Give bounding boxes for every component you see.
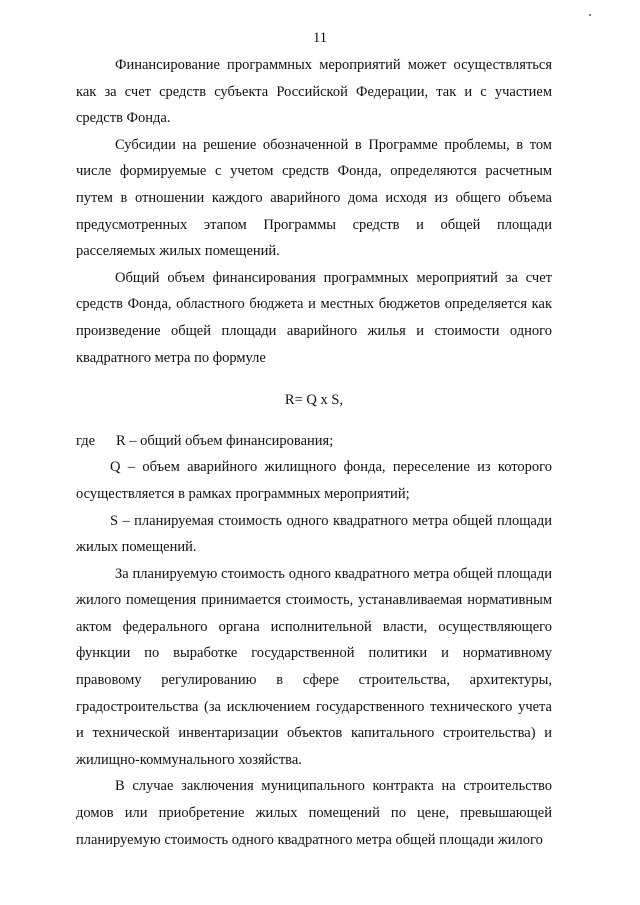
- definition-r: [76, 428, 552, 455]
- scan-speck: [589, 14, 591, 16]
- paragraph-financing-sources: Финансирование программных мероприятий может осуществляться как за счет средств субъекта Российской Федерации, так и с участием средств Фонда.: [76, 57, 552, 127]
- definition-s: S – планируемая стоимость одного квадратного метра общей площади жилых помещений.: [76, 512, 552, 556]
- definition-q: Q – объем аварийного жилищного фонда, переселение из которого осуществляется в рамках программных мероприятий;: [76, 459, 552, 502]
- paragraph-subsidies: Субсидии на решение обозначенной в Программе проблемы, в том числе формируемые с учетом средств Фонда, определяются расчетным путем в отношении каждого аварийного дома исходя из общего объема предусмотренных этапом Программы средств и общей площади расселяемых жилых помещений.: [76, 136, 552, 260]
- paragraph-planned-cost: За планируемую стоимость одного квадратного метра общей площади жилого помещения принимается стоимость, устанавливаемая нормативным актом федерального органа исполнительной власти, осуществляющего функции по выработке государственной политики и нормативному правовому регулированию в сфере строительства, архитектуры, градостроительства (за исключением государственного технического учета и технической инвентаризации объектов капитального строительства) и жилищно-коммунального хозяйства.: [76, 565, 552, 768]
- paragraph-contract-case: В случае заключения муниципального контракта на строительство домов или приобретение жилых помещений по цене, превышающей планируемую стоимость одного квадратного метра общей площади жилого: [76, 778, 552, 848]
- page-number: 11: [313, 30, 327, 46]
- document-body: [76, 52, 552, 853]
- where-word: где: [76, 432, 96, 449]
- formula: R= Q x S,: [284, 392, 344, 409]
- paragraph-total-volume: Общий объем финансирования программных мероприятий за счет средств Фонда, областного бюджета и местных бюджетов определяется как произведение общей площади аварийного жилья и стоимости одного квадратного метра по формуле: [76, 269, 552, 366]
- definition-r-text: R – общий объем финансирования;: [116, 432, 334, 449]
